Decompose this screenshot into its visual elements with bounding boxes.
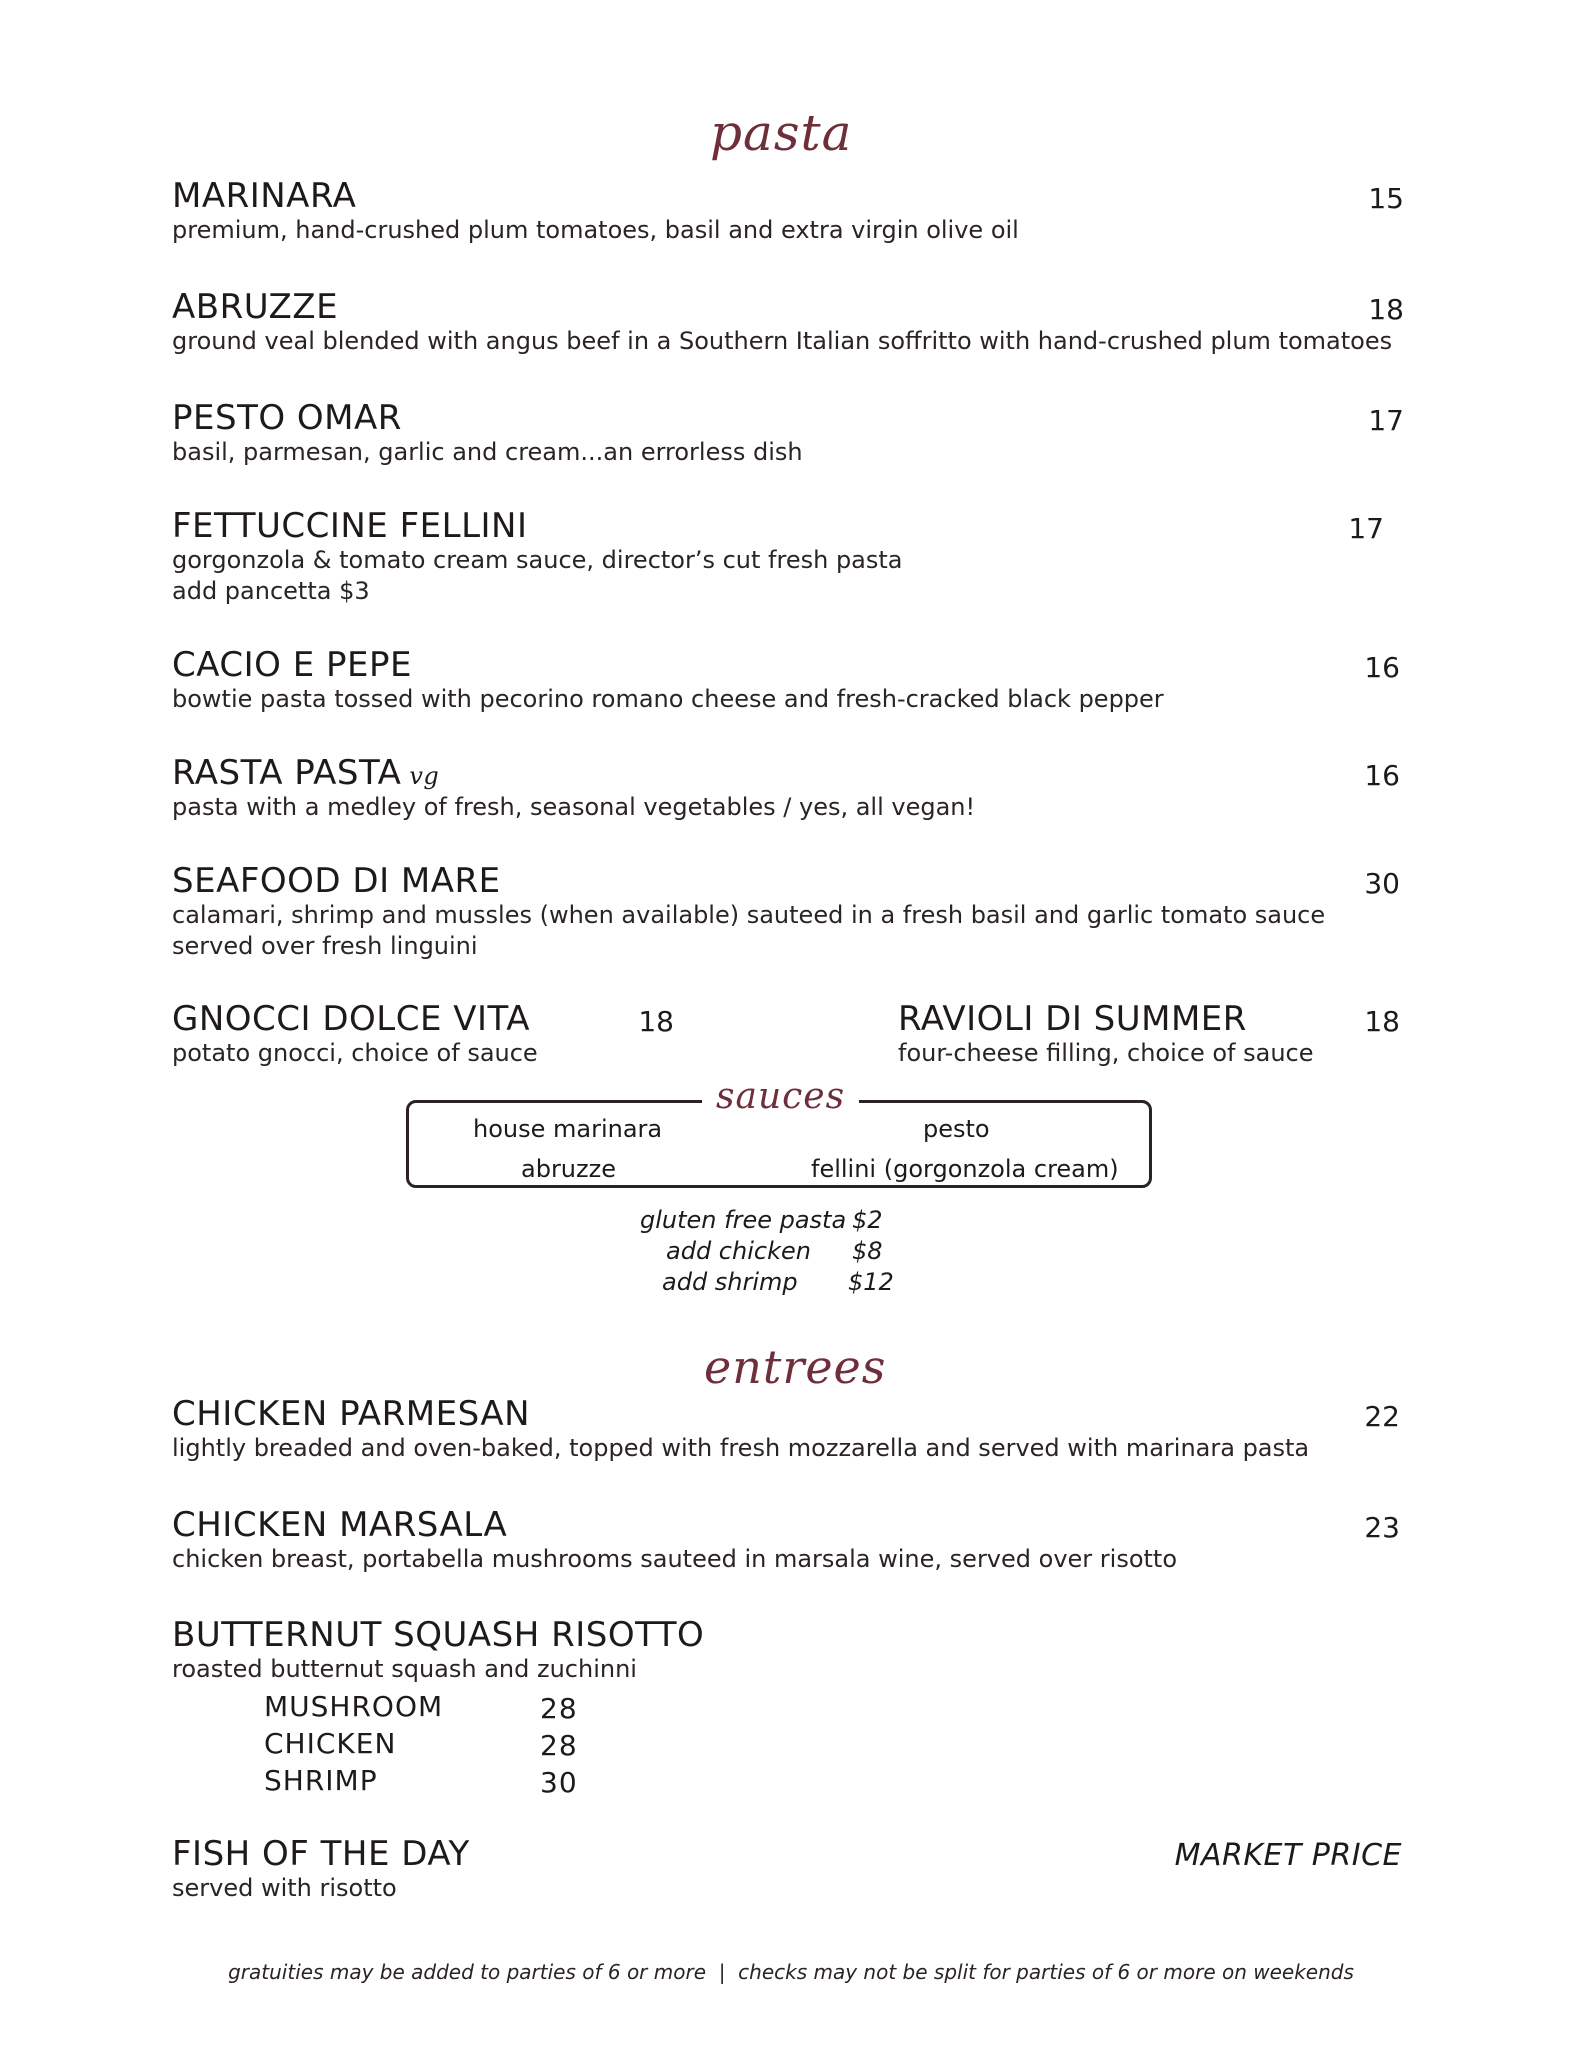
menu-item-price: 23 (1364, 1511, 1400, 1544)
menu-item-description: premium, hand-crushed plum tomatoes, basil and extra virgin olive oil (172, 216, 1019, 244)
menu-item-name: BUTTERNUT SQUASH RISOTTO (172, 1615, 705, 1655)
menu-item-price: 15 (1368, 182, 1404, 215)
sauce-option: house marinara (473, 1115, 663, 1143)
menu-item-description: four-cheese filling, choice of sauce (898, 1039, 1314, 1067)
menu-item-name: FETTUCCINE FELLINI (172, 506, 528, 546)
pasta-section-title: pasta (710, 104, 853, 162)
menu-item-price: 30 (1364, 867, 1400, 900)
menu-item-name: CHICKEN PARMESAN (172, 1394, 531, 1434)
entrees-section-title: entrees (704, 1340, 887, 1394)
risotto-option-price: 28 (540, 1692, 578, 1725)
menu-item-name-text: RASTA PASTA (172, 753, 402, 793)
addon-label: add shrimp (662, 1268, 798, 1296)
menu-item-name: CHICKEN MARSALA (172, 1505, 508, 1545)
menu-item-name: PESTO OMAR (172, 398, 402, 438)
menu-item-description: gorgonzola & tomato cream sauce, director’s cut fresh pasta (172, 546, 903, 574)
menu-item-price: 17 (1368, 404, 1404, 437)
menu-item-description: bowtie pasta tossed with pecorino romano cheese and fresh-cracked black pepper (172, 685, 1164, 713)
menu-item-price: 17 (1348, 512, 1384, 545)
sauce-option: fellini (gorgonzola cream) (811, 1155, 1119, 1183)
menu-item-name: CACIO E PEPE (172, 645, 412, 685)
sauce-option: pesto (923, 1115, 990, 1143)
menu-item-price: 16 (1364, 759, 1400, 792)
risotto-option-name: SHRIMP (264, 1764, 378, 1797)
menu-item-price: 18 (1368, 293, 1404, 326)
addon-label: add chicken (666, 1237, 811, 1265)
menu-item-price: 18 (1364, 1005, 1400, 1038)
risotto-option-price: 30 (540, 1766, 578, 1799)
risotto-option-name: CHICKEN (264, 1727, 397, 1760)
menu-item-description: served with risotto (172, 1874, 397, 1902)
sauce-option: abruzze (521, 1155, 616, 1183)
menu-item-price: 16 (1364, 651, 1400, 684)
menu-item-description: ground veal blended with angus beef in a Southern Italian soffritto with hand-crushed plum tomatoes (172, 327, 1393, 355)
market-price-label: MARKET PRICE (1174, 1838, 1402, 1873)
risotto-option-price: 28 (540, 1729, 578, 1762)
menu-item-name: GNOCCI DOLCE VITA (172, 999, 530, 1039)
addon-price: $2 (852, 1206, 883, 1234)
sauces-section-title: sauces (702, 1076, 859, 1117)
menu-item-description: calamari, shrimp and mussles (when available) sauteed in a fresh basil and garlic tomato sauce (172, 901, 1326, 929)
addon-label: gluten free pasta (640, 1206, 847, 1234)
menu-item-name: SEAFOOD DI MARE (172, 861, 501, 901)
menu-item-addon-note: add pancetta $3 (172, 577, 370, 605)
menu-item-name: ABRUZZE (172, 287, 339, 327)
menu-item-description-line2: served over fresh linguini (172, 932, 478, 960)
menu-item-description: lightly breaded and oven-baked, topped with fresh mozzarella and served with marinara pasta (172, 1434, 1310, 1462)
menu-item-description: chicken breast, portabella mushrooms sauteed in marsala wine, served over risotto (172, 1545, 1178, 1573)
risotto-option-name: MUSHROOM (264, 1690, 444, 1723)
vegan-tag: vg (409, 762, 440, 790)
menu-item-price: 22 (1364, 1400, 1400, 1433)
menu-item-price: 18 (638, 1005, 674, 1038)
menu-item-description: pasta with a medley of fresh, seasonal vegetables / yes, all vegan! (172, 793, 976, 821)
menu-item-description: roasted butternut squash and zuchinni (172, 1655, 637, 1683)
footer-policy-note: gratuities may be added to parties of 6 or more | checks may not be split for parties of 6 or more on weekends (228, 1960, 1354, 1984)
menu-item-description: potato gnocci, choice of sauce (172, 1039, 538, 1067)
menu-item-name (172, 753, 439, 793)
addon-price: $8 (852, 1237, 883, 1265)
menu-item-name: RAVIOLI DI SUMMER (898, 999, 1247, 1039)
menu-item-name: FISH OF THE DAY (172, 1834, 470, 1874)
menu-item-description: basil, parmesan, garlic and cream...an errorless dish (172, 438, 803, 466)
addon-price: $12 (848, 1268, 894, 1296)
menu-item-name: MARINARA (172, 176, 357, 216)
